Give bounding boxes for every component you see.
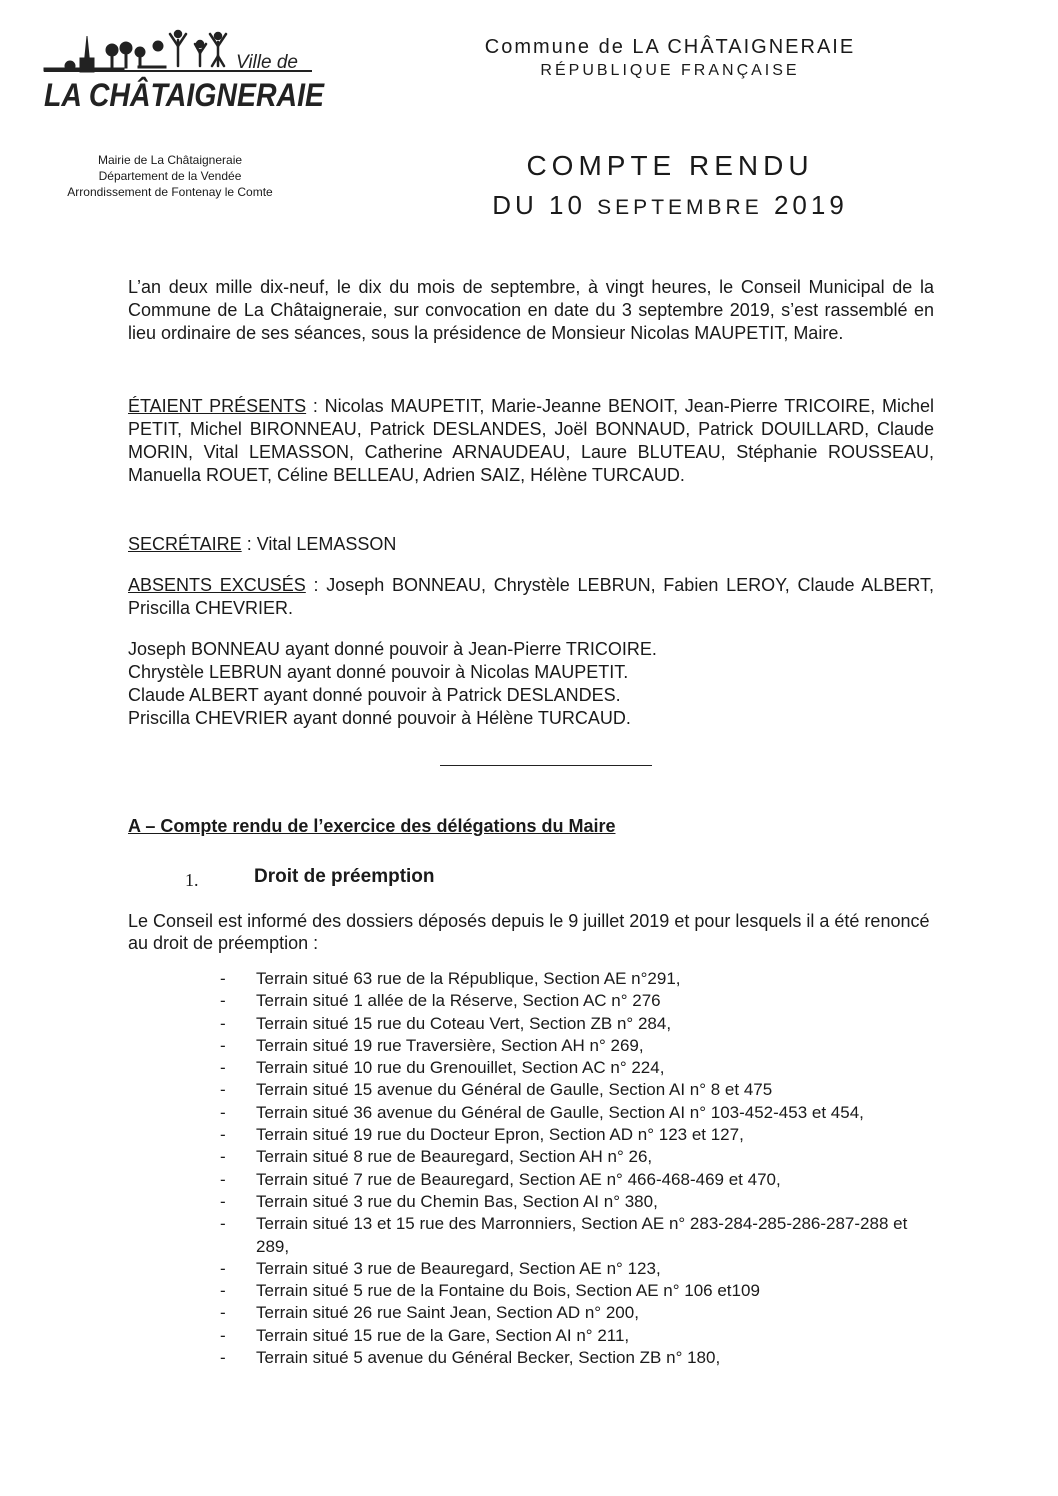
list-item: - Terrain situé 5 avenue du Général Becker, Section ZB n° 180,	[220, 1348, 721, 1368]
terrain-text: Terrain situé 7 rue de Beauregard, Section AE n° 466-468-469 et 470,	[256, 1169, 781, 1189]
terrain-text: Terrain situé 26 rue Saint Jean, Section AD n° 200,	[256, 1303, 639, 1323]
terrain-text: Terrain situé 1 allée de la Réserve, Section AC n° 276	[256, 991, 661, 1011]
separator-line	[440, 765, 652, 766]
conseil-paragraph: Le Conseil est informé des dossiers déposés depuis le 9 juillet 2019 et pour lesquels il a été renoncé au droit de préemption :	[128, 911, 930, 953]
list-item: - Terrain situé 3 rue du Chemin Bas, Section AI n° 380,	[220, 1191, 658, 1211]
intro-paragraph: L’an deux mille dix-neuf, le dix du mois de septembre, à vingt heures, le Conseil Municipal de la Commune de La Châtaigneraie, sur convocation en date du 3 septembre 2019, s’est rassemblé en lieu ordinaire de ses séances, sous la présidence de Monsieur Nicolas MAUPETIT, Maire.	[128, 277, 934, 343]
date-du: DU	[492, 190, 538, 220]
terrain-text: Terrain situé 19 rue Traversière, Section AH n° 269,	[256, 1035, 644, 1055]
absents-paragraph	[128, 574, 934, 620]
list-item: - Terrain situé 15 rue de la Gare, Section AI n° 211,	[220, 1325, 630, 1345]
republique-heading: RÉPUBLIQUE FRANÇAISE	[540, 62, 800, 79]
secretaire-paragraph	[128, 533, 934, 556]
terrain-text: Terrain situé 5 rue de la Fontaine du Bois, Section AE n° 106 et109	[256, 1281, 760, 1301]
terrain-text: Terrain situé 15 rue de la Gare, Section AI n° 211,	[256, 1325, 630, 1345]
terrain-text: Terrain situé 10 rue du Grenouillet, Section AC n° 224,	[256, 1058, 665, 1078]
presents-label: ÉTAIENT PRÉSENTS	[128, 396, 307, 416]
list-item: - Terrain situé 19 rue du Docteur Epron, Section AD n° 123 et 127,	[220, 1125, 744, 1145]
list-item: - Terrain situé 5 rue de la Fontaine du Bois, Section AE n° 106 et109	[220, 1281, 760, 1301]
absents-label: ABSENTS EXCUSÉS	[128, 575, 306, 595]
terrains-list	[220, 968, 940, 1369]
terrain-text: Terrain situé 63 rue de la République, Section AE n°291,	[256, 969, 681, 988]
date-day: 10	[549, 190, 586, 220]
list-item: - Terrain situé 1 allée de la Réserve, Section AC n° 276	[220, 991, 661, 1011]
section-a-heading: A – Compte rendu de l’exercice des délégations du Maire	[128, 816, 616, 836]
terrain-text: Terrain situé 19 rue du Docteur Epron, Section AD n° 123 et 127,	[256, 1125, 744, 1145]
document-title: COMPTE RENDU	[526, 150, 814, 181]
mairie-line: Arrondissement de Fontenay le Comte	[67, 185, 273, 199]
list-item: - Terrain situé 13 et 15 rue des Marronniers, Section AE n° 283-284-285-286-287-288 et 289,	[220, 1214, 908, 1256]
list-item: - Terrain situé 26 rue Saint Jean, Section AD n° 200,	[220, 1303, 639, 1323]
subsection-title: Droit de préemption	[254, 866, 435, 887]
list-item: - Terrain situé 10 rue du Grenouillet, Section AC n° 224,	[220, 1058, 665, 1078]
list-item: - Terrain situé 15 rue du Coteau Vert, Section ZB n° 284,	[220, 1013, 672, 1033]
date-year: 2019	[773, 190, 848, 220]
subsection-number: 1.	[185, 870, 199, 890]
terrain-text: Terrain situé 15 avenue du Général de Gaulle, Section AI n° 8 et 475	[256, 1080, 773, 1100]
document-date	[395, 190, 945, 221]
list-item: - Terrain situé 8 rue de Beauregard, Section AH n° 26,	[220, 1147, 653, 1167]
pouvoir-line: Chrystèle LEBRUN ayant donné pouvoir à Nicolas MAUPETIT.	[128, 662, 629, 682]
terrain-text: Terrain situé 15 rue du Coteau Vert, Section ZB n° 284,	[256, 1013, 672, 1033]
presents-list: : Nicolas MAUPETIT, Marie-Jeanne BENOIT, Jean-Pierre TRICOIRE, Michel PETIT, Michel BIRONNEAU, Patrick DESLANDES, Joël BONNAUD, Patrick DOUILLARD, Claude MORIN, Vital LEMASSON, Catherine ARNAUDEAU, Laure BLUTEAU, Stéphanie ROUSSEAU, Manuella ROUET, Céline BELLEAU, Adrien SAIZ, Hélène TURCAUD.	[128, 396, 934, 485]
list-item: - Terrain situé 15 avenue du Général de Gaulle, Section AI n° 8 et 475	[220, 1080, 773, 1100]
pouvoir-line: Joseph BONNEAU ayant donné pouvoir à Jean-Pierre TRICOIRE.	[128, 639, 657, 659]
presents-paragraph	[128, 395, 934, 487]
pouvoirs-block	[128, 638, 934, 730]
logo-name: LA CHÂTAIGNERAIE	[44, 77, 326, 113]
pouvoir-line: Priscilla CHEVRIER ayant donné pouvoir à Hélène TURCAUD.	[128, 708, 631, 728]
town-logo	[40, 28, 330, 118]
date-month: SEPTEMBRE	[597, 196, 763, 219]
logo-ville-de: Ville de	[236, 52, 298, 73]
mairie-line: Mairie de La Châtaigneraie	[97, 153, 243, 167]
secretaire-label: SECRÉTAIRE	[128, 534, 242, 554]
list-item: - Terrain situé 63 rue de la République, Section AE n°291,	[220, 969, 681, 988]
absents-list: : Joseph BONNEAU, Chrystèle LEBRUN, Fabien LEROY, Claude ALBERT, Priscilla CHEVRIER.	[128, 575, 934, 618]
list-item: - Terrain situé 19 rue Traversière, Section AH n° 269,	[220, 1035, 644, 1055]
mairie-line: Département de la Vendée	[98, 169, 242, 183]
list-item: - Terrain situé 3 rue de Beauregard, Section AE n° 123,	[220, 1258, 661, 1278]
terrain-text: Terrain situé 3 rue du Chemin Bas, Section AI n° 380,	[256, 1191, 658, 1211]
commune-heading: Commune de LA CHÂTAIGNERAIE	[484, 36, 856, 58]
terrain-text: Terrain situé 8 rue de Beauregard, Section AH n° 26,	[256, 1147, 653, 1167]
terrain-text: Terrain situé 36 avenue du Général de Gaulle, Section AI n° 103-452-453 et 454,	[256, 1102, 864, 1122]
mairie-address	[30, 152, 310, 200]
terrain-text: Terrain situé 3 rue de Beauregard, Section AE n° 123,	[256, 1258, 661, 1278]
terrain-text: Terrain situé 5 avenue du Général Becker, Section ZB n° 180,	[256, 1348, 721, 1368]
terrain-text: Terrain situé 13 et 15 rue des Marronniers, Section AE n° 283-284-285-286-287-288 et 289,	[256, 1214, 908, 1256]
list-item: - Terrain situé 7 rue de Beauregard, Section AE n° 466-468-469 et 470,	[220, 1169, 781, 1189]
list-item: - Terrain situé 36 avenue du Général de Gaulle, Section AI n° 103-452-453 et 454,	[220, 1102, 864, 1122]
pouvoir-line: Claude ALBERT ayant donné pouvoir à Patrick DESLANDES.	[128, 685, 621, 705]
secretaire-name: : Vital LEMASSON	[241, 534, 397, 554]
